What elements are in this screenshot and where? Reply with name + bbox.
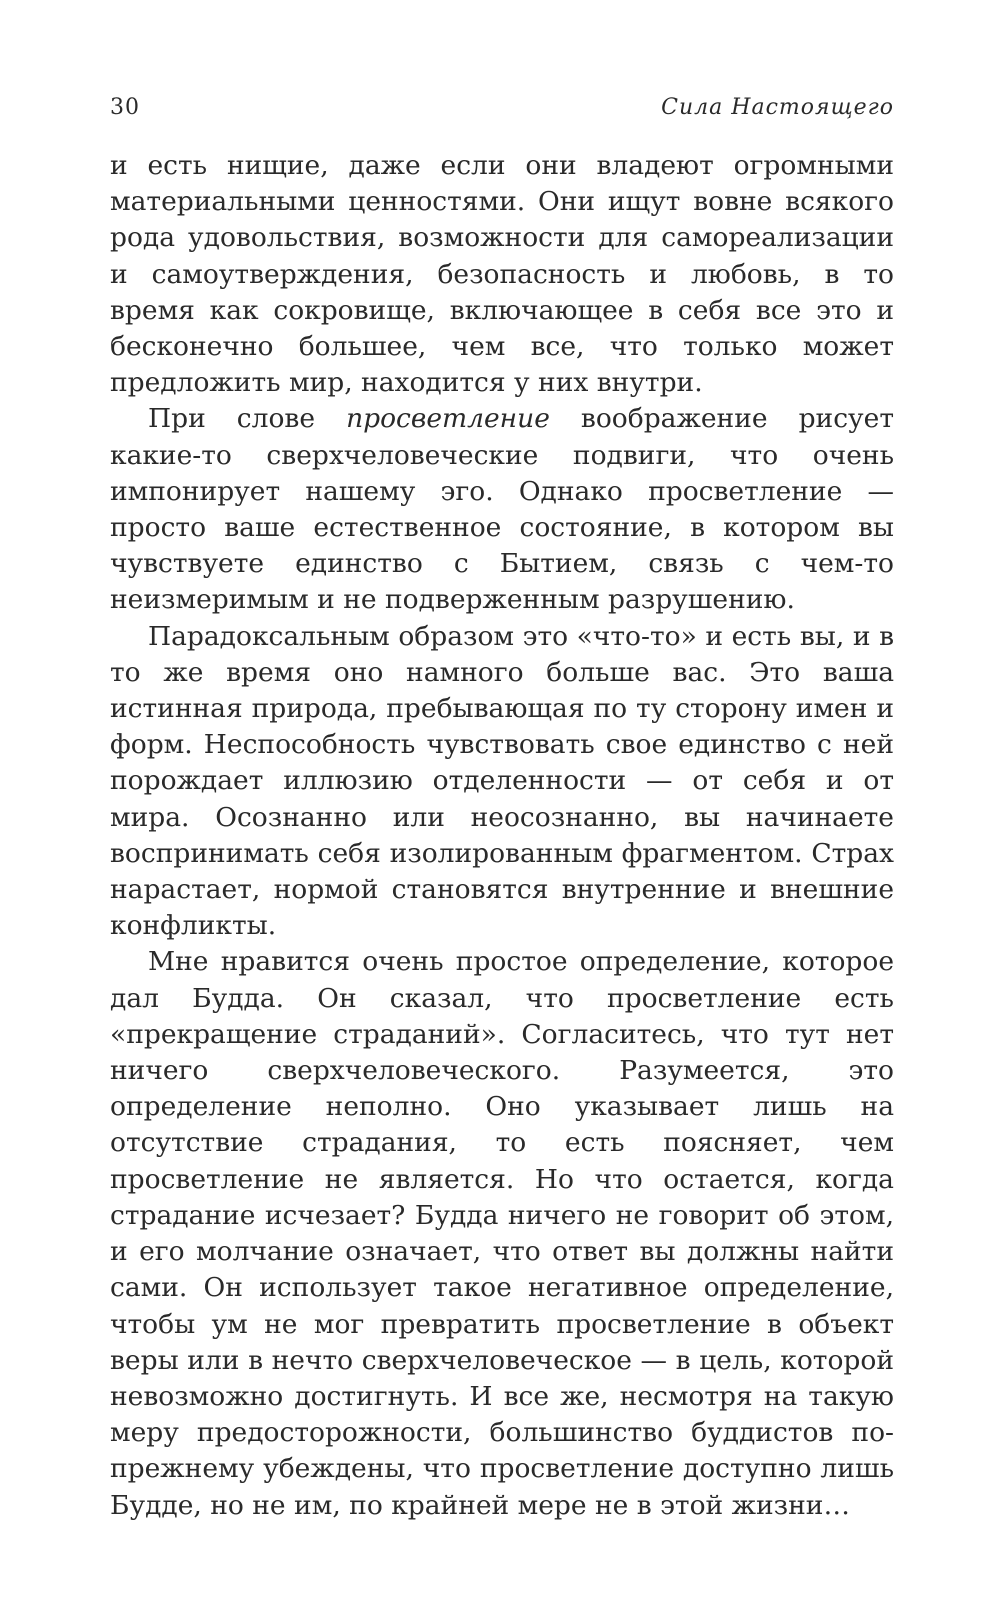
- paragraph-2: [110, 401, 894, 618]
- paragraph-2-rest: воображение рисует какие-то сверхчеловеческие подвиги, что очень импонирует нашему эго. Однако просветление — просто ваше естественное состояние, в котором вы чувствуете единство с Бытием, связь с чем-то неизмеримым и не подверженным разрушению.: [110, 403, 894, 616]
- paragraph-1: и есть нищие, даже если они владеют огромными материальными ценностями. Они ищут вовне всякого рода удовольствия, возможности для самореализации и самоутверждения, безопасность и любовь, в то время как сокровище, включающее в себя все это и бесконечно большее, чем все, что только может предложить мир, находится у них внутри.: [110, 150, 894, 399]
- paragraph-4: Мне нравится очень простое определение, которое дал Будда. Он сказал, что просветление есть «прекращение страданий». Согласитесь, что тут нет ничего сверхчеловеческого. Разумеется, это определение неполно. Оно указывает лишь на отсутствие страдания, то есть поясняет, чем просветление не является. Но что остается, когда страдание исчезает? Будда ничего не говорит об этом, и его молчание означает, что ответ вы должны найти сами. Он использует такое негативное определение, чтобы ум не мог превратить просветление в объект веры или в нечто сверхчеловеческое — в цель, которой невозможно достигнуть. И все же, несмотря на такую меру предосторожности, большинство буддистов по-прежнему убеждены, что просветление доступно лишь Будде, но не им, по крайней мере не в этой жизни…: [110, 946, 894, 1521]
- text-body: [110, 148, 894, 1524]
- paragraph-2-start: При слове: [148, 403, 347, 435]
- paragraph-3: Парадоксальным образом это «что-то» и есть вы, и в то же время оно намного больше вас. Это ваша истинная природа, пребывающая по ту сторону имен и форм. Неспособность чувствовать свое единство с ней порождает иллюзию отделенности — от себя и от мира. Осознанно или неосознанно, вы начинаете воспринимать себя изолированным фрагментом. Страх нарастает, нормой становятся внутренние и внешние конфликты.: [110, 620, 894, 942]
- page-header: [110, 92, 894, 124]
- page-number: 30: [110, 95, 140, 120]
- running-title: Сила Настоящего: [661, 95, 894, 120]
- emphasized-word: просветление: [346, 403, 550, 435]
